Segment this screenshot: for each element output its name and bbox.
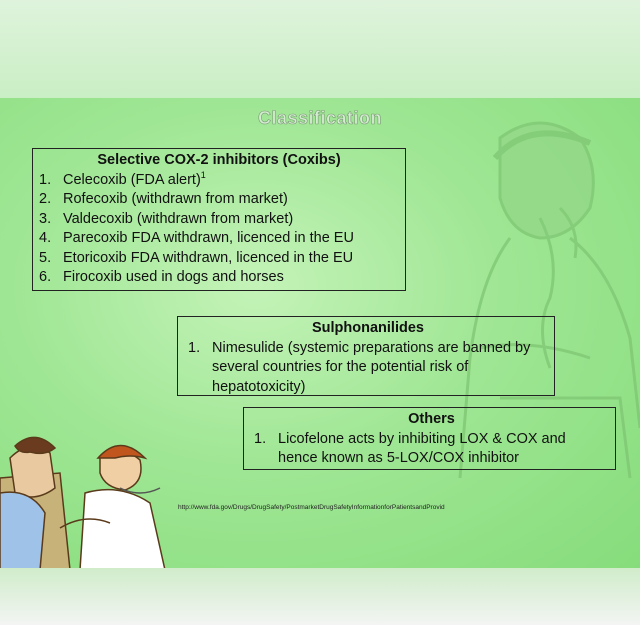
doctor-patient-illustration	[0, 418, 170, 570]
reference-url[interactable]: http://www.fda.gov/Drugs/DrugSafety/PostmarketDrugSafetyInformationforPatientsandProvid	[178, 504, 445, 511]
slide	[0, 98, 640, 570]
selective-cox2-box	[32, 148, 406, 291]
item-text: Rofecoxib (withdrawn from market)	[63, 191, 288, 207]
item-number: 1.	[188, 339, 201, 356]
slide-title: Classification	[257, 108, 383, 128]
bottom-margin	[0, 568, 640, 625]
others-heading: Others	[408, 411, 455, 427]
footnote-marker: 1	[200, 169, 206, 180]
top-margin	[0, 0, 640, 100]
list-item	[39, 190, 399, 210]
sulphonanilides-heading: Sulphonanilides	[312, 320, 424, 336]
sulphonanilides-box	[177, 316, 555, 396]
list-item	[39, 268, 399, 288]
item-number: 4.	[39, 230, 52, 246]
item-number: 3.	[39, 210, 52, 227]
item-number: 6.	[39, 269, 52, 285]
sulphonanilides-list	[188, 339, 548, 398]
selective-cox2-heading: Selective COX-2 inhibitors (Coxibs)	[97, 152, 341, 168]
item-text: Parecoxib FDA withdrawn, licenced in the EU	[63, 230, 354, 246]
list-item	[39, 210, 399, 230]
item-text: Firocoxib used in dogs and horses	[63, 269, 284, 285]
item-text	[63, 171, 206, 191]
list-item	[188, 339, 548, 398]
list-item	[39, 229, 399, 249]
list-item	[39, 171, 399, 191]
item-number: 1.	[39, 171, 52, 188]
item-number: 1.	[254, 430, 267, 447]
list-item	[39, 249, 399, 269]
item-text: Licofelone acts by inhibiting LOX & COX and hence known as 5-LOX/COX inhibitor	[278, 430, 566, 466]
others-list	[254, 430, 609, 469]
selective-cox2-list	[39, 171, 399, 288]
item-text-main: Celecoxib (FDA alert)	[63, 171, 201, 188]
others-box	[243, 407, 616, 470]
item-number: 2.	[39, 191, 52, 207]
item-text: Valdecoxib (withdrawn from market)	[63, 210, 294, 227]
item-text: Etoricoxib FDA withdrawn, licenced in the EU	[63, 249, 354, 266]
item-text: Nimesulide (systemic preparations are banned by several countries for the potential risk of hepatotoxicity)	[212, 339, 531, 395]
item-number: 5.	[39, 249, 52, 266]
list-item	[254, 430, 609, 469]
